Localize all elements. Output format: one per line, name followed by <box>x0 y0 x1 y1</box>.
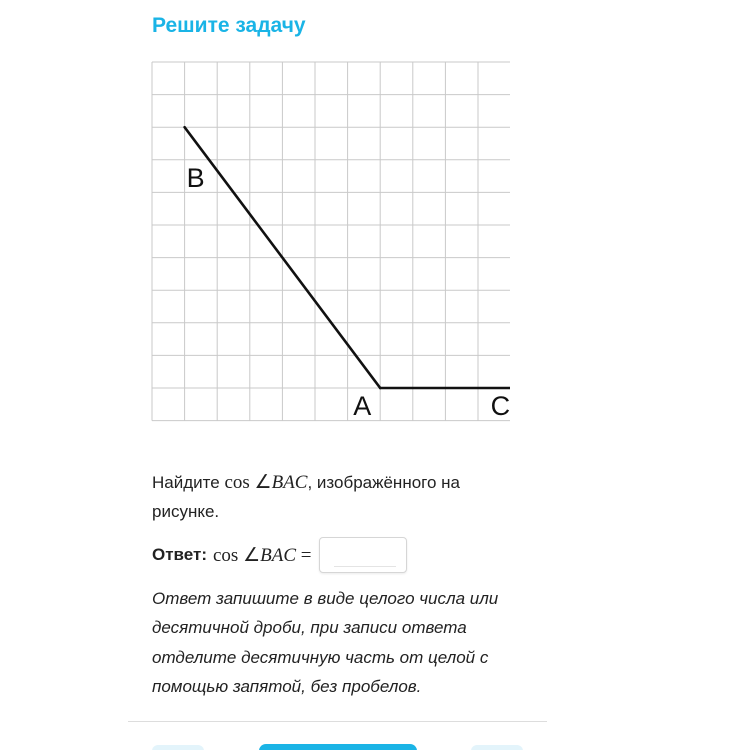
question-suffix: , изображённого на рисунке. <box>152 473 461 521</box>
answer-expr-var: BAC <box>260 544 297 566</box>
answer-label: Ответ: <box>152 545 207 564</box>
point-label-c: C <box>490 391 510 421</box>
grid-drawing <box>150 60 510 422</box>
geometry-figure <box>150 60 510 427</box>
answer-input[interactable] <box>334 544 396 567</box>
answer-expr-eq: = <box>300 544 312 566</box>
question-expr-angle: ∠ <box>254 472 272 493</box>
answer-expr-angle: ∠ <box>243 544 261 566</box>
point-label-a: A <box>353 391 372 421</box>
question-expression <box>224 472 307 493</box>
question-expr-var: BAC <box>271 472 308 493</box>
question-prefix: Найдите <box>152 473 220 492</box>
answer-expr-func: cos <box>213 544 239 566</box>
answer-expression <box>213 544 311 567</box>
question-expr-func: cos <box>224 472 250 493</box>
next-button[interactable] <box>471 745 523 750</box>
answer-row <box>152 536 407 574</box>
answer-box[interactable] <box>319 537 407 573</box>
check-button[interactable] <box>259 744 417 750</box>
page-title: Решите задачу <box>152 14 306 37</box>
prev-button[interactable] <box>152 745 204 750</box>
point-label-b: B <box>186 163 205 194</box>
divider <box>128 721 547 722</box>
question-text <box>152 468 512 526</box>
answer-hint: Ответ запишите в виде целого числа или десятичной дроби, при записи ответа отделите десятичную часть от целой с помощью запятой, без пробелов. <box>152 589 499 696</box>
